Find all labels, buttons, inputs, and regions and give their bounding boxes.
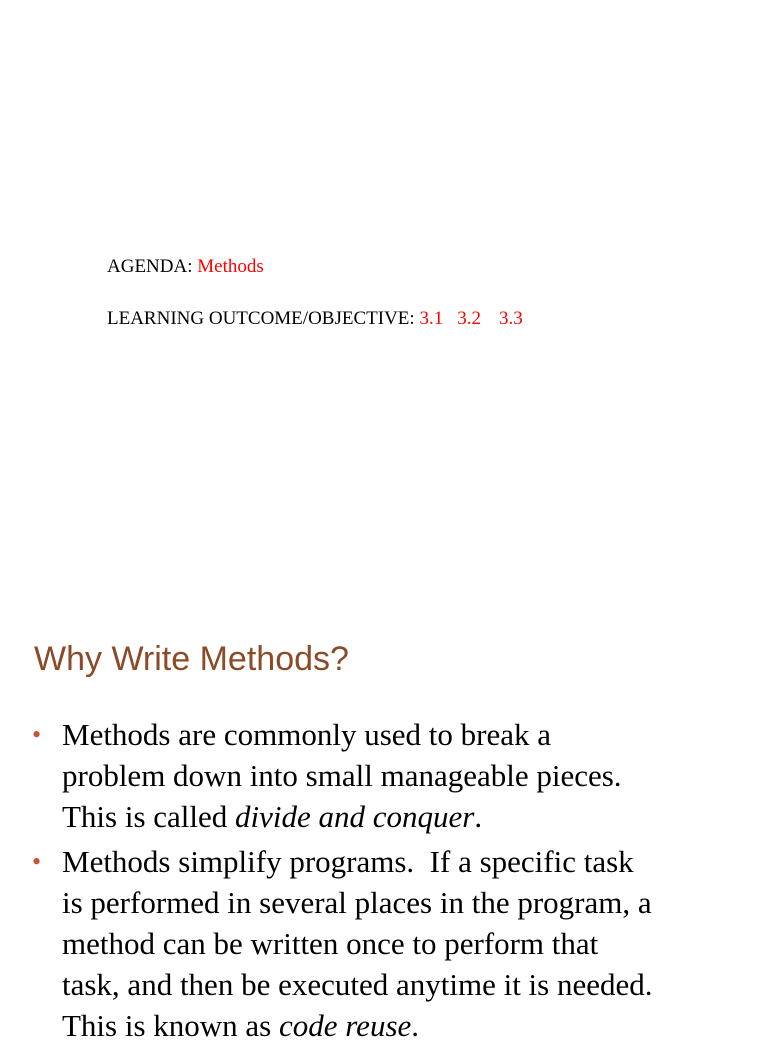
objective-line: [107, 308, 523, 330]
objective-3-2: 3.2: [457, 308, 481, 329]
objective-3-3: 3.3: [498, 308, 523, 329]
agenda-line: [107, 256, 264, 278]
bullet-text: [62, 841, 748, 1046]
bullet-line: [62, 1005, 748, 1046]
emphasis-text: code reuse: [279, 1008, 412, 1043]
bullet-line: [62, 796, 748, 837]
emphasis-text: divide and conquer: [235, 799, 475, 834]
objective-3-1: 3.1: [419, 308, 444, 329]
bullet-line-suffix: .: [411, 1008, 420, 1043]
bullet-icon: •: [32, 720, 42, 749]
bullet-line: Methods simplify programs. If a specific task: [62, 844, 634, 879]
bullet-line: method can be written once to perform that: [62, 926, 599, 961]
objective-label: LEARNING OUTCOME/OBJECTIVE:: [107, 308, 415, 329]
bullet-line: Methods are commonly used to break a: [62, 717, 551, 752]
bullet-list: [0, 714, 768, 1050]
slide-title: Why Write Methods?: [34, 640, 349, 678]
methods-slide: [0, 576, 768, 1043]
bullet-line-suffix: .: [474, 799, 483, 834]
bullet-item: [0, 841, 768, 1046]
bullet-line: task, and then be executed anytime it is needed.: [62, 967, 653, 1002]
agenda-value: Methods: [197, 256, 264, 277]
bullet-text: [62, 714, 748, 837]
bullet-icon: •: [32, 847, 42, 876]
bullet-line-prefix: This is known as: [62, 1008, 279, 1043]
bullet-line-prefix: This is called: [62, 799, 236, 834]
bullet-line: is performed in several places in the program, a: [62, 885, 652, 920]
bullet-item: [0, 714, 768, 837]
bullet-line: problem down into small manageable pieces.: [62, 758, 622, 793]
agenda-label: AGENDA:: [107, 256, 193, 277]
